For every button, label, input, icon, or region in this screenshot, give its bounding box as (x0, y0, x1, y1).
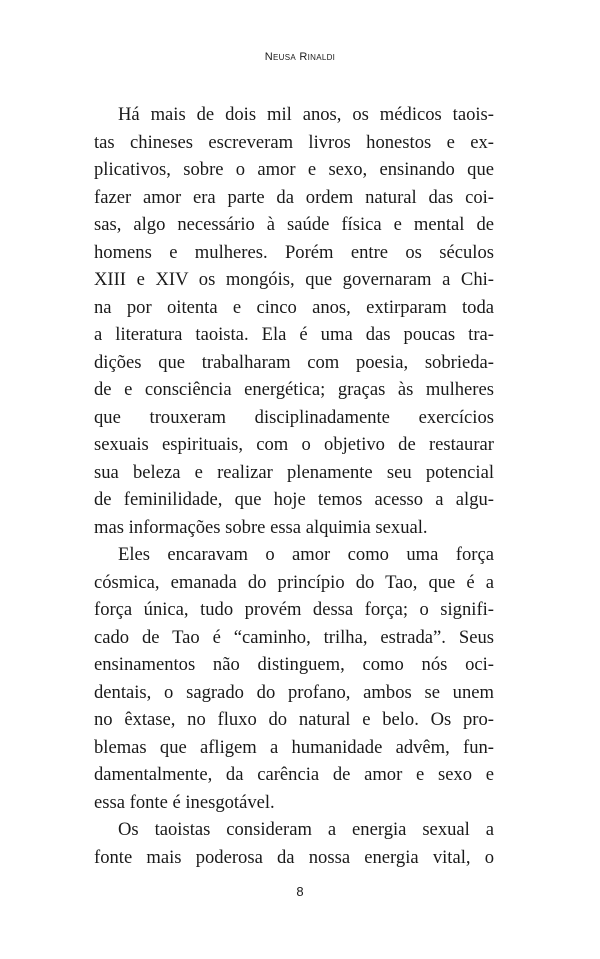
text-line: XIII e XIV os mongóis, que governaram a Chi- (94, 269, 494, 290)
text-line: dentais, o sagrado do profano, ambos se unem (94, 681, 494, 703)
text-line: dições que trabalharam com poesia, sobrieda- (94, 351, 494, 373)
text-line: mas informações sobre essa alquimia sexual. (94, 516, 428, 538)
text-line: cado de Tao é “caminho, trilha, estrada”. Seus (94, 626, 494, 648)
text-line: sua beleza e realizar plenamente seu potencial (94, 461, 494, 483)
text-line: sexuais espirituais, com o objetivo de restaurar (94, 434, 494, 455)
text-line: Eles encaravam o amor como uma força (118, 544, 494, 565)
text-line: força única, tudo provém dessa força; o signifi- (94, 599, 494, 620)
text-line: plicativos, sobre o amor e sexo, ensinando que (94, 159, 494, 180)
body-text (94, 101, 494, 871)
text-line: homens e mulheres. Porém entre os séculos (94, 241, 494, 263)
text-line: sas, algo necessário à saúde física e mental de (94, 214, 494, 235)
text-line: fonte mais poderosa da nossa energia vital, o (94, 846, 494, 868)
text-line: na por oitenta e cinco anos, extirparam toda (94, 296, 494, 318)
text-line: Os taoistas consideram a energia sexual a (118, 819, 494, 840)
text-line: fazer amor era parte da ordem natural das coi- (94, 186, 494, 208)
text-line: essa fonte é inesgotável. (94, 791, 275, 813)
text-line: tas chineses escreveram livros honestos e ex- (94, 131, 494, 153)
text-line: no êxtase, no fluxo do natural e belo. Os pro- (94, 709, 494, 730)
text-line: Há mais de dois mil anos, os médicos taois- (118, 104, 494, 125)
text-line: de feminilidade, que hoje temos acesso a algu- (94, 489, 494, 510)
running-head: Neusa Rinaldi (264, 51, 336, 63)
page-number: 8 (296, 884, 304, 899)
text-line: que trouxeram disciplinadamente exercícios (94, 406, 494, 428)
text-line: damentalmente, da carência de amor e sexo e (94, 764, 494, 785)
text-line: a literatura taoista. Ela é uma das poucas tra- (94, 324, 494, 345)
text-line: de e consciência energética; graças às mulheres (94, 379, 494, 400)
text-line: cósmica, emanada do princípio do Tao, que é a (94, 571, 494, 593)
text-line: blemas que afligem a humanidade advêm, fun- (94, 736, 494, 758)
text-line: ensinamentos não distinguem, como nós oci- (94, 654, 494, 675)
